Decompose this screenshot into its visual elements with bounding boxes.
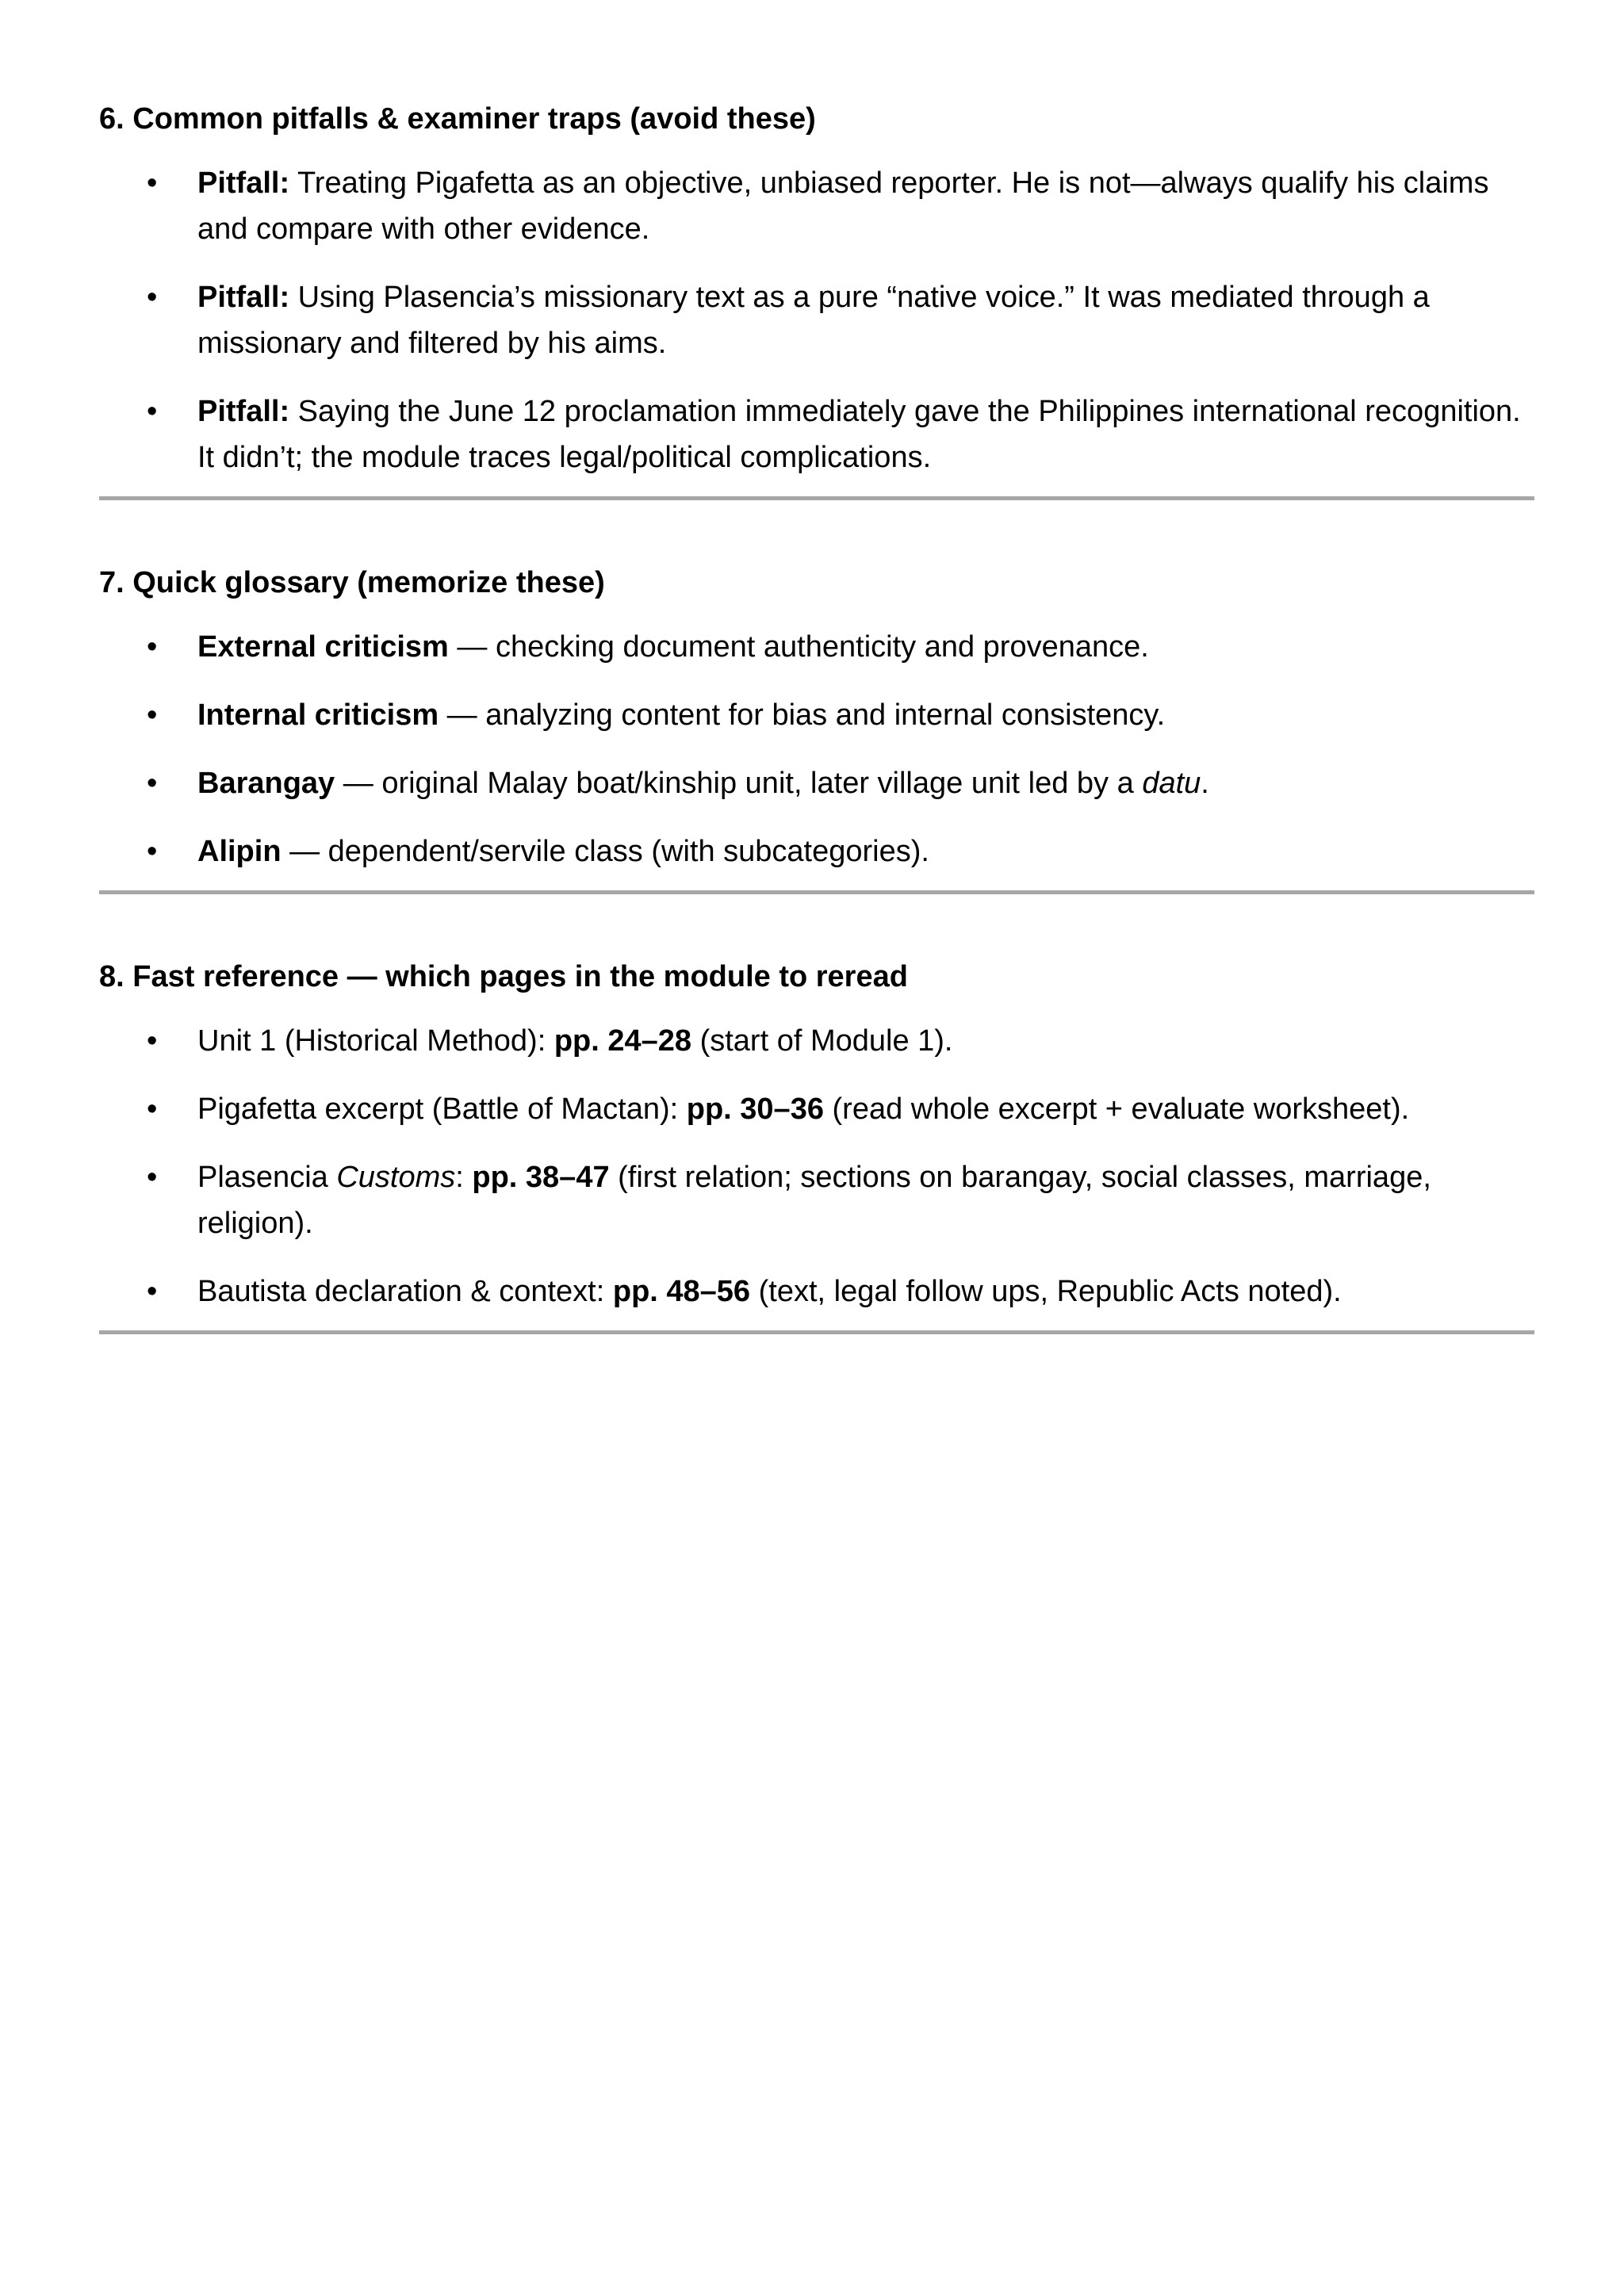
- glossary-definition: — original Malay boat/kinship unit, later village unit led by a: [335, 767, 1143, 800]
- glossary-list: [99, 624, 1537, 874]
- glossary-term: Barangay: [197, 767, 335, 800]
- section-glossary: [99, 564, 1537, 894]
- list-item: [99, 828, 1537, 874]
- section-heading: 8. Fast reference — which pages in the module to reread: [99, 960, 908, 993]
- reference-title: Bautista declaration & context:: [197, 1275, 613, 1308]
- section-divider: [99, 890, 1534, 894]
- list-item: [99, 760, 1537, 806]
- list-item: [99, 1269, 1537, 1314]
- reference-pages: pp. 24–28: [553, 1024, 692, 1058]
- reference-italic-title: Customs: [336, 1161, 456, 1194]
- reference-list: [99, 1018, 1537, 1314]
- reference-pages: pp. 30–36: [686, 1093, 824, 1126]
- glossary-term: Alipin: [197, 835, 282, 868]
- section-heading: 6. Common pitfalls & examiner traps (avoid these): [99, 102, 816, 136]
- reference-title: Unit 1 (Historical Method):: [197, 1024, 554, 1058]
- item-label: Pitfall:: [197, 395, 290, 428]
- glossary-definition: — checking document authenticity and provenance.: [448, 630, 1149, 664]
- reference-pages: pp. 38–47: [472, 1161, 610, 1194]
- list-item: [99, 1154, 1537, 1246]
- glossary-term: Internal criticism: [197, 698, 439, 732]
- reference-separator: :: [455, 1161, 473, 1194]
- reference-pages: pp. 48–56: [612, 1275, 751, 1308]
- item-label: Pitfall:: [197, 281, 290, 314]
- section-pitfalls: [99, 100, 1537, 500]
- glossary-definition: — dependent/servile class (with subcategories).: [281, 835, 929, 868]
- reference-note: (read whole excerpt + evaluate worksheet).: [823, 1093, 1410, 1126]
- list-item: [99, 274, 1537, 366]
- reference-note: (first relation; sections on barangay, social classes, marriage, religion).: [197, 1161, 1431, 1240]
- reference-title: Plasencia: [197, 1161, 337, 1194]
- section-heading: 7. Quick glossary (memorize these): [99, 566, 605, 599]
- reference-title: Pigafetta excerpt (Battle of Mactan):: [197, 1093, 687, 1126]
- list-item: [99, 1018, 1537, 1064]
- list-item: [99, 1086, 1537, 1132]
- item-label: Pitfall:: [197, 166, 290, 200]
- pitfall-list: [99, 160, 1537, 480]
- reference-note: (start of Module 1).: [691, 1024, 953, 1058]
- list-item: [99, 160, 1537, 252]
- section-divider: [99, 496, 1534, 500]
- glossary-definition: — analyzing content for bias and internal consistency.: [439, 698, 1166, 732]
- list-item: [99, 692, 1537, 738]
- glossary-end: .: [1201, 767, 1209, 800]
- section-divider: [99, 1330, 1534, 1334]
- item-text: Treating Pigafetta as an objective, unbiased reporter. He is not—always qualify his claims and compare with other evidence.: [197, 166, 1489, 246]
- item-text: Using Plasencia’s missionary text as a pure “native voice.” It was mediated through a missionary and filtered by his aims.: [197, 281, 1430, 360]
- section-fast-reference: [99, 958, 1537, 1334]
- reference-note: (text, legal follow ups, Republic Acts noted).: [750, 1275, 1342, 1308]
- list-item: [99, 624, 1537, 670]
- glossary-term: External criticism: [197, 630, 449, 664]
- list-item: [99, 388, 1537, 480]
- glossary-italic-term: datu: [1142, 767, 1201, 800]
- item-text: Saying the June 12 proclamation immediately gave the Philippines international recognition. It didn’t; the module traces legal/political complications.: [197, 395, 1521, 474]
